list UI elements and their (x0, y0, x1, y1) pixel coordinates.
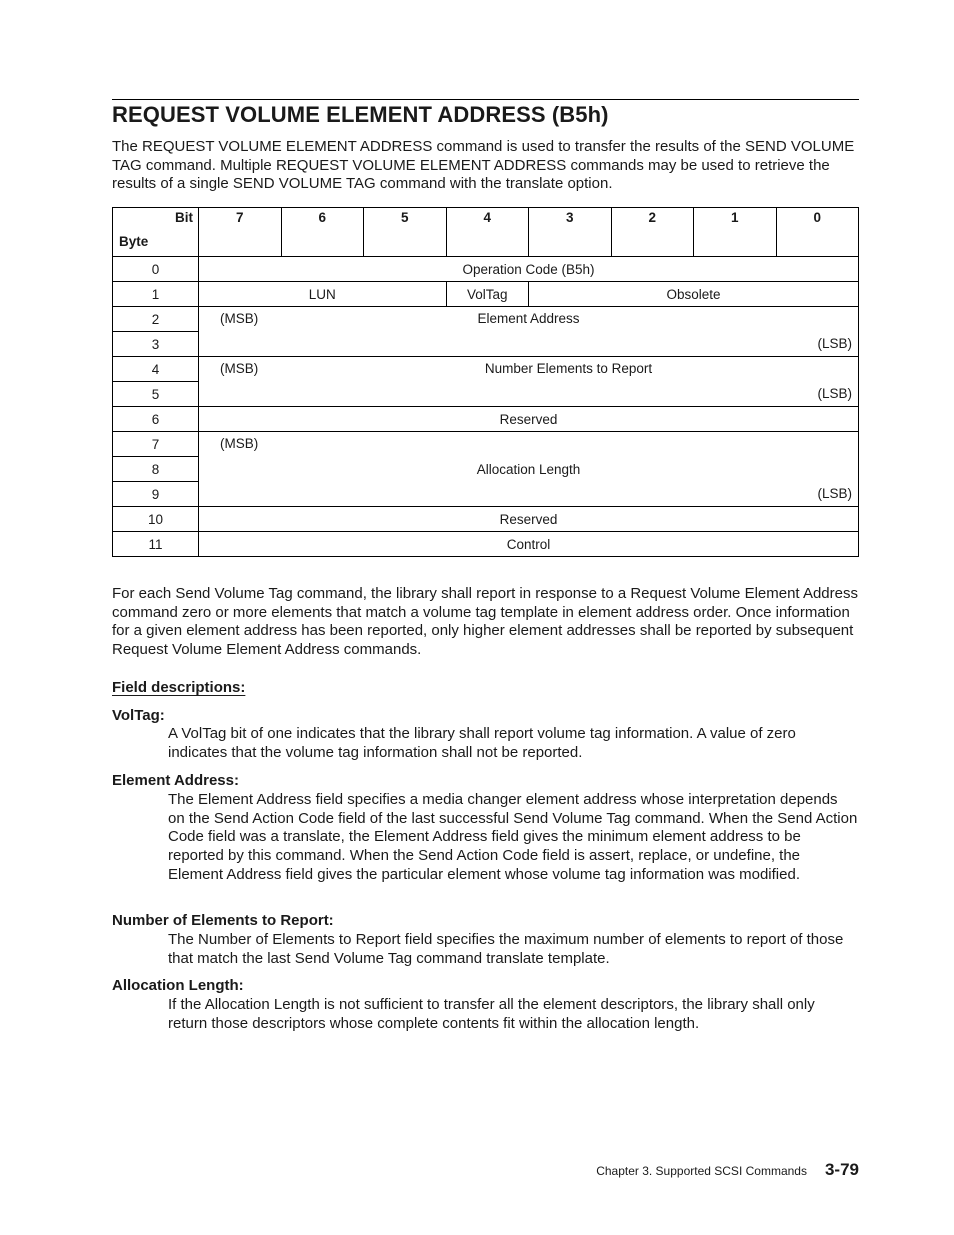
byte-number: 5 (113, 382, 199, 407)
table-row (113, 257, 859, 282)
footer-chapter: Chapter 3. Supported SCSI Commands (596, 1164, 807, 1178)
field-desc-allocation-length: If the Allocation Length is not sufficient to transfer all the element descriptors, the library shall only return those descriptors whose complete contents fit within the allocation length. (168, 996, 815, 1032)
bit-header: 2 (611, 208, 694, 257)
byte-number: 0 (113, 257, 199, 282)
control-cell: Control (199, 532, 859, 557)
bit-header: 6 (281, 208, 364, 257)
voltag-cell: VolTag (446, 282, 529, 307)
lun-cell: LUN (199, 282, 447, 307)
field-desc-number-elements: The Number of Elements to Report field specifies the maximum number of elements to report of those that match the last Send Volume Tag command translate template. (168, 931, 844, 967)
byte-number: 11 (113, 532, 199, 557)
lsb-marker: (LSB) (817, 486, 852, 502)
byte-number: 10 (113, 507, 199, 532)
msb-marker: (MSB) (220, 436, 259, 451)
table-row (113, 282, 859, 307)
byte-number: 9 (113, 482, 199, 507)
bit-header: 7 (199, 208, 282, 257)
table-row (113, 482, 859, 507)
bit-header: 0 (776, 208, 859, 257)
lsb-marker: (LSB) (817, 336, 852, 352)
table-row (113, 382, 859, 407)
field-term-allocation-length: Allocation Length: (112, 977, 244, 994)
field-descriptions-title: Field descriptions: (112, 679, 246, 696)
byte-number: 6 (113, 407, 199, 432)
bit-header: 5 (364, 208, 447, 257)
table-row (113, 357, 859, 382)
table-row (113, 432, 859, 457)
bit-label: Bit (175, 210, 193, 225)
byte-number: 3 (113, 332, 199, 357)
allocation-length-msb-cell (199, 432, 859, 457)
byte-label: Byte (119, 234, 149, 249)
msb-marker: (MSB) (220, 361, 259, 376)
table-header-row (113, 208, 859, 257)
allocation-length-cell: Allocation Length (199, 457, 859, 482)
number-elements-lsb-cell (199, 382, 859, 407)
table-row (113, 532, 859, 557)
number-elements-cell (199, 357, 859, 382)
bit-byte-corner (113, 208, 199, 257)
obsolete-cell: Obsolete (529, 282, 859, 307)
element-address-lsb-cell (199, 332, 859, 357)
table-row (113, 332, 859, 357)
after-table-paragraph: For each Send Volume Tag command, the library shall report in response to a Request Volume Element Address command zero or more elements that match a volume tag template in element address order. Once information for a given element address has been reported, only higher element addresses shall be reported by subsequent Request Volume Element Address commands. (112, 585, 858, 659)
field-term-number-elements: Number of Elements to Report: (112, 912, 334, 929)
byte-number: 2 (113, 307, 199, 332)
heading-rule (112, 99, 859, 100)
allocation-length-lsb-cell (199, 482, 859, 507)
reserved-cell: Reserved (199, 407, 859, 432)
field-term-element-address: Element Address: (112, 772, 239, 789)
page-footer (596, 1160, 859, 1180)
intro-paragraph: The REQUEST VOLUME ELEMENT ADDRESS command is used to transfer the results of the SEND VOLUME TAG command. Multiple REQUEST VOLUME ELEMENT ADDRESS commands may be used to retrieve the results of a single SEND VOLUME TAG command with the translate option. (112, 138, 855, 193)
page-title: REQUEST VOLUME ELEMENT ADDRESS (B5h) (112, 102, 609, 127)
field-desc-element-address: The Element Address field specifies a media changer element address whose interpretation depends on the Send Action Code field of the last successful Send Volume Tag command. When the Send Action Code field was a translate, the Element Address field gives the minimum element address to be reported by this command. When the Send Action Code field is assert, replace, or undefine, the Element Address field gives the particular element whose volume tag information was modified. (168, 791, 858, 883)
number-elements-label: Number Elements to Report (484, 361, 653, 376)
cdb-table (112, 207, 859, 557)
msb-marker: (MSB) (220, 311, 259, 326)
table-row (113, 307, 859, 332)
op-code-cell: Operation Code (B5h) (199, 257, 859, 282)
field-term-voltag: VolTag: (112, 707, 165, 724)
byte-number: 8 (113, 457, 199, 482)
field-desc-voltag: A VolTag bit of one indicates that the library shall report volume tag information. A value of zero indicates that the volume tag information shall not be reported. (168, 725, 796, 761)
page-number: 3-79 (824, 1160, 859, 1179)
bit-header: 3 (529, 208, 612, 257)
table-row (113, 457, 859, 482)
reserved-cell: Reserved (199, 507, 859, 532)
bit-header: 4 (446, 208, 529, 257)
element-address-label: Element Address (477, 311, 580, 326)
byte-number: 1 (113, 282, 199, 307)
lsb-marker: (LSB) (817, 386, 852, 402)
byte-number: 7 (113, 432, 199, 457)
element-address-cell (199, 307, 859, 332)
table-row (113, 507, 859, 532)
table-row (113, 407, 859, 432)
bit-header: 1 (694, 208, 777, 257)
byte-number: 4 (113, 357, 199, 382)
